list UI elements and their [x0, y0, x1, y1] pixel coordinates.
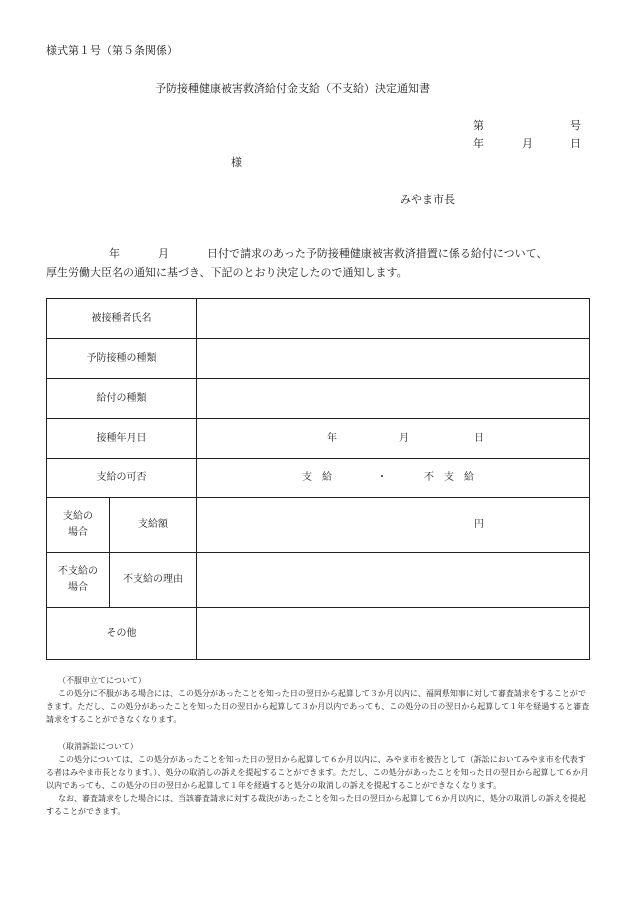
- table-row: [47, 299, 590, 339]
- label-approval: 支給の可否: [47, 459, 197, 498]
- form-number: 様式第１号（第５条関係）: [46, 44, 178, 57]
- request-text-line2: 厚生労働大臣名の通知に基づき、下記のとおり決定したので通知します。: [46, 266, 408, 279]
- request-date-month: 月: [158, 247, 169, 260]
- objection-notice: [46, 674, 592, 726]
- label-payment-amount: 支給額: [110, 498, 197, 553]
- vacc-date-month: 月: [399, 432, 409, 444]
- table-row: [47, 379, 590, 419]
- approval-separator: ・: [377, 472, 387, 483]
- table-row: [47, 553, 590, 608]
- value-vaccinee-name: [197, 299, 590, 339]
- request-text-line1: 日付で請求のあった予防接種健康被害救済措置に係る給付について、: [207, 247, 548, 260]
- label-benefit-type: 給付の種類: [47, 379, 197, 419]
- label-vaccinee-name: 被接種者氏名: [47, 299, 197, 339]
- vacc-date-year: 年: [327, 432, 337, 444]
- lawsuit-heading: （取消訴訟について）: [58, 742, 138, 751]
- payment-yen-unit: 円: [474, 519, 484, 530]
- label-vaccine-type: 予防接種の種類: [47, 339, 197, 379]
- lawsuit-text-1: この処分については、この処分があったことを知った日の翌日から起算して６か月以内に、みやま市を被告として（訴訟においてみやま市を代表する者はみやま市長となります。）、処分の取消しの訴えを提起することができます。ただし、この処分があったことを知った日の翌日から起算して６か月以内であっても、この処分の日の翌日から起算して１年を経過すると処分の取消しの訴えを提起することができなくなります。: [46, 755, 589, 790]
- request-date-year: 年: [109, 247, 120, 260]
- issue-date-month: 月: [522, 137, 533, 150]
- table-row: [47, 608, 590, 660]
- decision-table: [46, 298, 590, 660]
- table-row: [47, 459, 590, 498]
- issuer-name: みやま市長: [400, 193, 455, 206]
- label-nonpayment-case: 不支給の 場合: [47, 553, 110, 608]
- doc-number-dai: 第: [473, 119, 484, 132]
- label-nonpayment-reason: 不支給の理由: [110, 553, 197, 608]
- recipient-honorific: 様: [231, 156, 242, 169]
- lawsuit-notice: [46, 740, 592, 818]
- value-vaccination-date: [197, 419, 590, 459]
- approval-option-no-pay: 不 支 給: [424, 472, 474, 483]
- issue-date-year: 年: [473, 137, 484, 150]
- value-approval: [197, 459, 590, 498]
- approval-option-pay: 支 給: [302, 472, 332, 483]
- document-title: 予防接種健康被害救済給付金支給（不支給）決定通知書: [155, 82, 430, 95]
- objection-text: この処分に不服がある場合には、この処分があったことを知った日の翌日から起算して３か月以内に、福岡県知事に対して審査請求をすることができます。ただし、この処分があったことを知った日の翌日から起算して３か月以内であっても、この処分の日の翌日から起算して１年を経過すると審査請求をすることができなくなります。: [46, 689, 590, 724]
- value-nonpayment-reason: [197, 553, 590, 608]
- value-payment-amount: [197, 498, 590, 553]
- label-payment-case: 支給の 場合: [47, 498, 110, 553]
- table-row: [47, 339, 590, 379]
- label-other: その他: [47, 608, 197, 660]
- issue-date-day: 日: [570, 137, 581, 150]
- table-row: [47, 419, 590, 459]
- lawsuit-text-2: なお、審査請求をした場合には、当該審査請求に対する裁決があったことを知った日の翌日から起算して６か月以内に、処分の取消しの訴えを提起することができます。: [46, 794, 586, 816]
- table-row: [47, 498, 590, 553]
- vacc-date-day: 日: [474, 432, 484, 444]
- doc-number-go: 号: [570, 119, 581, 132]
- value-benefit-type: [197, 379, 590, 419]
- value-other: [197, 608, 590, 660]
- objection-heading: （不服申立てについて）: [58, 676, 146, 685]
- value-vaccine-type: [197, 339, 590, 379]
- label-vaccination-date: 接種年月日: [47, 419, 197, 459]
